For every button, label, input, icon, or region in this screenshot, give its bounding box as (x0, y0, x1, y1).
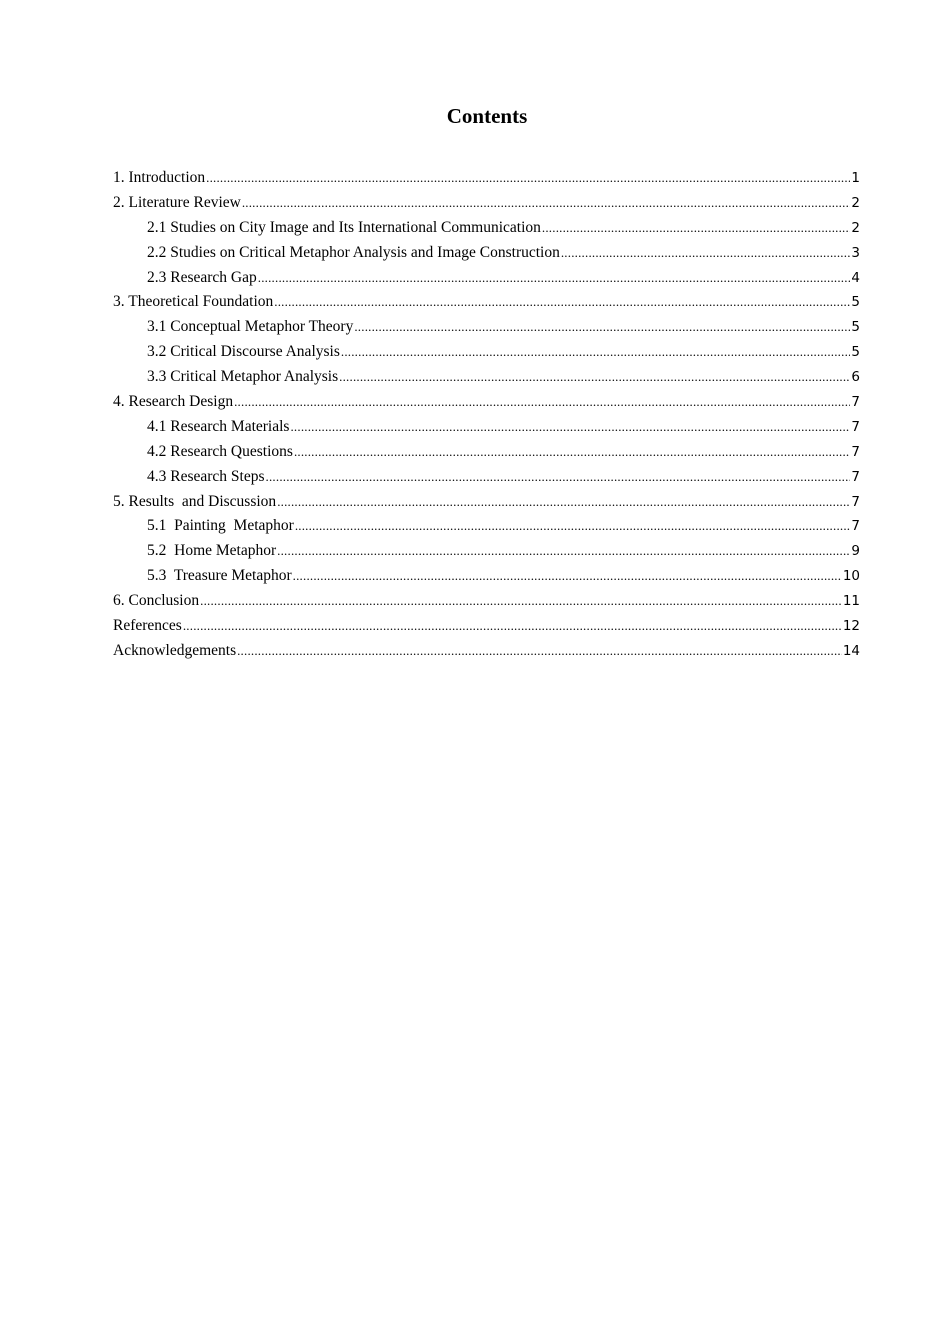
toc-dot-leader (339, 365, 850, 390)
toc-entry[interactable] (113, 415, 860, 440)
toc-page-number: 7 (851, 394, 860, 411)
toc-entry[interactable] (113, 465, 860, 490)
toc-dot-leader (266, 465, 851, 490)
toc-entry-title: 3.3 Critical Metaphor Analysis (147, 368, 339, 386)
toc-entry[interactable] (113, 539, 860, 564)
toc-entry-title: References (113, 617, 182, 635)
toc-entry-title: 4.1 Research Materials (147, 417, 290, 435)
toc-entry[interactable] (113, 340, 860, 365)
toc-page-number: 7 (851, 493, 860, 510)
toc-entry-title: 3. Theoretical Foundation (113, 293, 274, 311)
toc-entry[interactable] (113, 514, 860, 539)
toc-dot-leader (295, 514, 851, 539)
toc-dot-leader (258, 266, 851, 291)
toc-entry[interactable] (113, 266, 860, 291)
page-title: Contents (446, 104, 528, 128)
toc-entry[interactable] (113, 639, 860, 664)
toc-entry[interactable] (113, 290, 860, 315)
toc-entry-title: 2.3 Research Gap (147, 268, 257, 286)
toc-entry-title: 4.3 Research Steps (147, 467, 265, 485)
toc-dot-leader (277, 539, 850, 564)
toc-entry[interactable] (113, 216, 860, 241)
toc-page-number: 1 (851, 170, 860, 186)
toc-entry-title: 5.3 Treasure Metaphor (147, 567, 292, 585)
toc-page-number: 10 (842, 568, 860, 585)
toc-page-number: 11 (842, 593, 860, 610)
toc-entry-title: 5. Results and Discussion (113, 492, 277, 510)
toc-dot-leader (354, 315, 850, 340)
toc-entry-title: 1. Introduction (113, 169, 206, 186)
toc-entry-title: 2.1 Studies on City Image and Its International Communication (147, 218, 541, 236)
toc-page-number: 2 (851, 194, 860, 211)
toc-dot-leader (200, 589, 842, 614)
toc-entry[interactable] (113, 589, 860, 614)
toc-page-number: 7 (851, 518, 860, 535)
toc-page-number: 3 (851, 244, 860, 261)
toc-entry-title: 4. Research Design (113, 393, 234, 411)
toc-dot-leader (561, 241, 851, 266)
toc-entry-title: 3.1 Conceptual Metaphor Theory (147, 318, 354, 336)
toc-entry-title: Acknowledgements (113, 641, 237, 659)
toc-entry[interactable] (113, 490, 860, 515)
toc-page-number: 7 (851, 443, 860, 460)
toc-page-number: 5 (851, 319, 860, 336)
toc-page-number: 9 (851, 543, 860, 560)
toc-entry-title: 5.1 Painting Metaphor (147, 517, 294, 535)
toc-dot-leader (277, 490, 850, 515)
toc-page-number: 4 (851, 269, 860, 286)
toc-page-number: 7 (851, 468, 860, 485)
toc-dot-leader (341, 340, 851, 365)
toc-dot-leader (274, 290, 850, 315)
toc-entry[interactable] (113, 390, 860, 415)
toc-entry[interactable] (113, 241, 860, 266)
toc-dot-leader (237, 639, 842, 664)
toc-dot-leader (294, 440, 850, 465)
toc-page-number: 5 (851, 344, 860, 361)
toc-page-number: 6 (851, 369, 860, 386)
toc-page-number: 5 (851, 294, 860, 311)
toc-entry[interactable] (113, 365, 860, 390)
toc-entry[interactable] (113, 614, 860, 639)
toc-entry[interactable] (113, 440, 860, 465)
toc-page-number: 7 (851, 418, 860, 435)
toc-entry-title: 4.2 Research Questions (147, 442, 293, 460)
toc-dot-leader (183, 614, 842, 639)
toc-page-number: 2 (851, 219, 860, 236)
toc-entry[interactable] (113, 166, 860, 191)
toc-entry-title: 2.2 Studies on Critical Metaphor Analysis and Image Construction (147, 243, 560, 261)
table-of-contents (113, 166, 860, 664)
toc-entry-title: 6. Conclusion (113, 592, 200, 610)
toc-entry-title: 5.2 Home Metaphor (147, 542, 277, 560)
toc-page-number: 14 (842, 642, 860, 659)
toc-entry[interactable] (113, 315, 860, 340)
toc-dot-leader (542, 216, 851, 241)
toc-dot-leader (293, 564, 842, 589)
toc-dot-leader (290, 415, 850, 440)
toc-entry[interactable] (113, 564, 860, 589)
toc-dot-leader (242, 191, 851, 216)
toc-entry[interactable] (113, 191, 860, 216)
toc-page-number: 12 (842, 618, 860, 635)
toc-dot-leader (206, 166, 850, 191)
toc-entry-title: 3.2 Critical Discourse Analysis (147, 343, 340, 361)
toc-entry-title: 2. Literature Review (113, 193, 241, 211)
toc-dot-leader (234, 390, 850, 415)
